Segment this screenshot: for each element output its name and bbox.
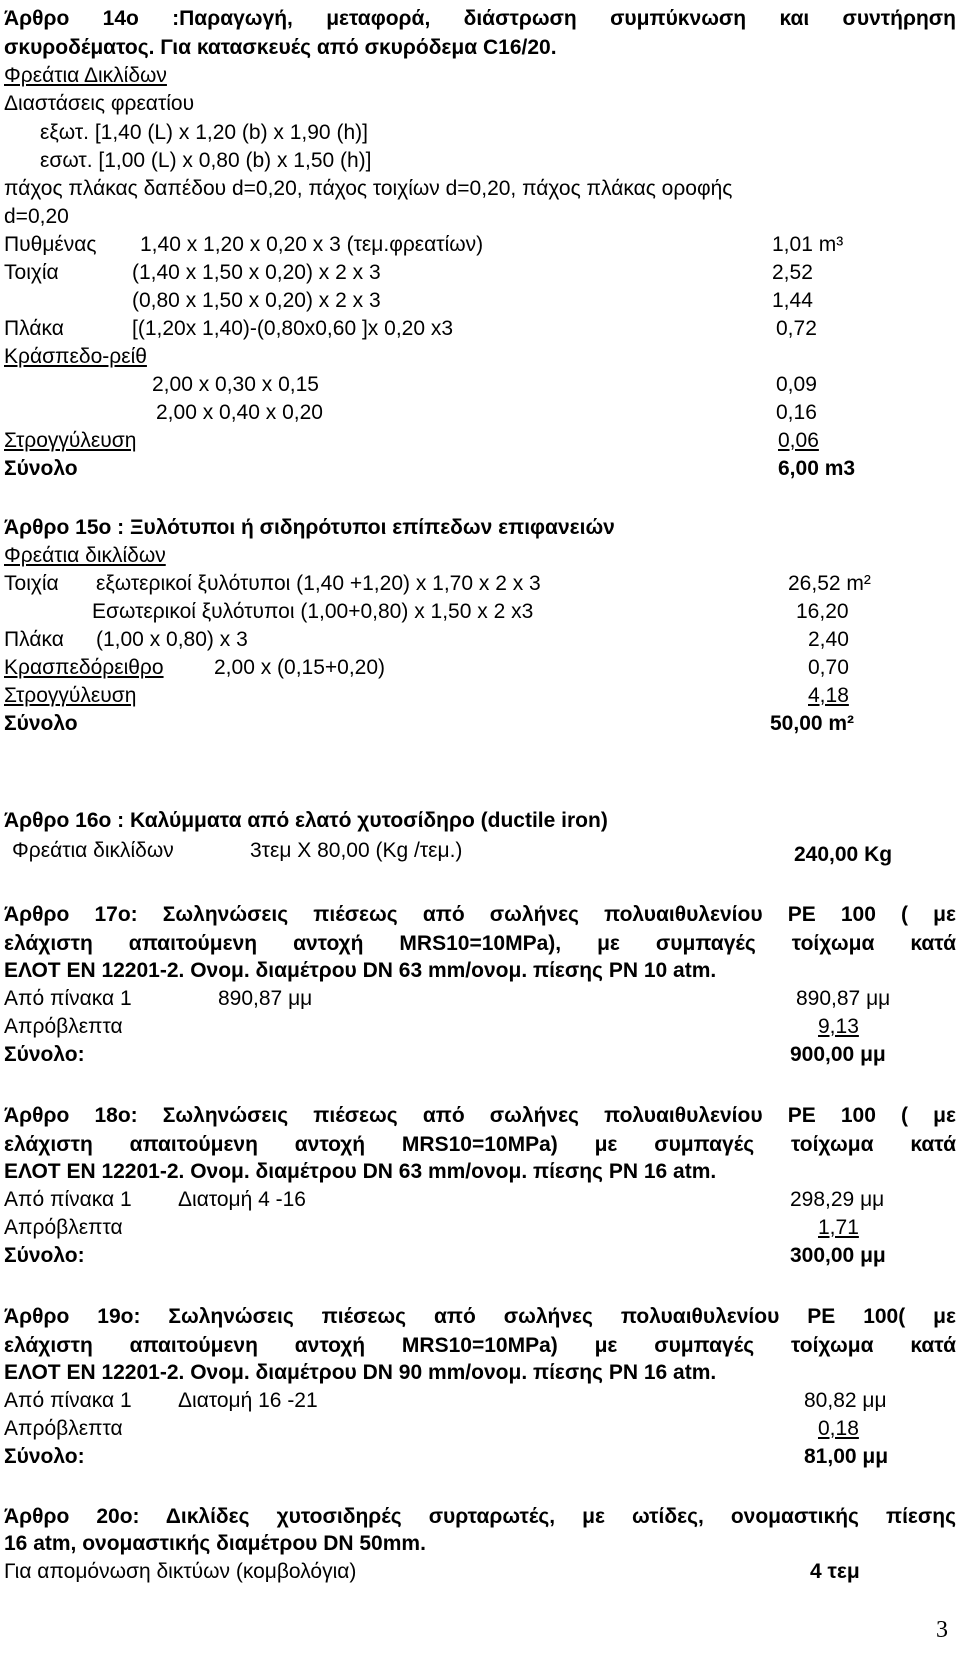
a17-row-label: Από πίνακα 1 bbox=[4, 987, 132, 1010]
a14-thickness-line2: d=0,20 bbox=[4, 205, 69, 228]
a18-row-value: 1,71 bbox=[818, 1216, 859, 1239]
a14-row-expr: 2,00 x 0,40 x 0,20 bbox=[156, 401, 323, 424]
a18-row-value: 298,29 μμ bbox=[790, 1188, 885, 1211]
a17-total-label: Σύνολο: bbox=[4, 1043, 85, 1066]
a14-row-expr: (0,80 x 1,50 x 0,20) x 2 x 3 bbox=[132, 289, 381, 312]
a14-row-expr: [(1,20x 1,40)-(0,80x0,60 ]x 0,20 x3 bbox=[132, 317, 454, 340]
a19-title-line2: ελάχιστη απαιτούμενη αντοχή MRS10=10MPa) με συμπαγές τοίχωμα κατά bbox=[4, 1334, 956, 1357]
a15-row-value: 4,18 bbox=[808, 684, 849, 707]
a17-total-value: 900,00 μμ bbox=[790, 1043, 886, 1066]
a14-row-expr: 2,00 x 0,30 x 0,15 bbox=[152, 373, 319, 396]
a15-total-value: 50,00 m² bbox=[770, 712, 855, 735]
a18-title-line2: ελάχιστη απαιτούμενη αντοχή MRS10=10MPa) με συμπαγές τοίχωμα κατά bbox=[4, 1133, 956, 1156]
a14-row-label: Στρογγύλευση bbox=[4, 429, 137, 452]
a17-title-line2: ελάχιστη απαιτούμενη αντοχή MRS10=10MPa), με συμπαγές τοίχωμα κατά bbox=[4, 932, 956, 955]
a14-subtitle: Φρεάτια Δικλίδων bbox=[4, 64, 167, 87]
a15-total-label: Σύνολο bbox=[4, 712, 78, 735]
a14-row-expr: (1,40 x 1,50 x 0,20) x 2 x 3 bbox=[132, 261, 381, 284]
a15-row-label: Τοιχία bbox=[4, 572, 59, 595]
a19-title-line1: Άρθρο 19ο: Σωληνώσεις πιέσεως από σωλήνες πολυαιθυλενίου PE 100( με bbox=[4, 1305, 956, 1328]
a15-row-expr: εξωτερικοί ξυλότυποι (1,40 +1,20) x 1,70 x 2 x 3 bbox=[96, 572, 541, 595]
a16-title: Άρθρο 16ο : Καλύμματα από ελατό χυτοσίδηρο (ductile iron) bbox=[4, 809, 608, 832]
a20-title-line1: Άρθρο 20ο: Δικλίδες χυτοσιδηρές συρταρωτές, με ωτίδες, ονομαστικής πίεσης bbox=[4, 1505, 956, 1528]
a19-title-line3: ΕΛΟΤ ΕΝ 12201-2. Ονομ. διαμέτρου DN 90 mm/ονομ. πίεσης PN 16 atm. bbox=[4, 1361, 717, 1384]
a15-subtitle: Φρεάτια δικλίδων bbox=[4, 544, 166, 567]
a15-row-expr: (1,00 x 0,80) x 3 bbox=[96, 628, 248, 651]
a14-row-label: Πυθμένας bbox=[4, 233, 97, 256]
a14-total-value: 6,00 m3 bbox=[778, 457, 856, 480]
a18-total-value: 300,00 μμ bbox=[790, 1244, 886, 1267]
a20-title-line2: 16 atm, ονομαστικής διαμέτρου DN 50mm. bbox=[4, 1532, 426, 1555]
a15-row-expr: Εσωτερικοί ξυλότυποι (1,00+0,80) x 1,50 x 2 x3 bbox=[92, 600, 534, 623]
a14-row-label: Πλάκα bbox=[4, 317, 64, 340]
a17-row-label: Απρόβλεπτα bbox=[4, 1015, 123, 1038]
a14-row-value: 0,72 bbox=[776, 317, 817, 340]
a19-row-label: Απρόβλεπτα bbox=[4, 1417, 123, 1440]
a15-row-label: Πλάκα bbox=[4, 628, 64, 651]
a14-row-value: 2,52 bbox=[772, 261, 813, 284]
a16-label: Φρεάτια δικλίδων bbox=[12, 839, 174, 862]
a15-row-label: Κρασπεδόρειθρο bbox=[4, 656, 164, 679]
a14-total-label: Σύνολο bbox=[4, 457, 78, 480]
a17-row-mid: 890,87 μμ bbox=[218, 987, 313, 1010]
page-number: 3 bbox=[936, 1617, 948, 1643]
a17-title-line3: ΕΛΟΤ ΕΝ 12201-2. Ονομ. διαμέτρου DN 63 mm/ονομ. πίεσης PN 10 atm. bbox=[4, 959, 717, 982]
a14-row-value: 0,16 bbox=[776, 401, 817, 424]
a18-row-mid: Διατομή 4 -16 bbox=[178, 1188, 306, 1211]
a18-row-label: Απρόβλεπτα bbox=[4, 1216, 123, 1239]
a17-title-line1: Άρθρο 17ο: Σωληνώσεις πιέσεως από σωλήνες πολυαιθυλενίου PE 100 ( με bbox=[4, 903, 956, 926]
a14-row-value: 1,01 m³ bbox=[772, 233, 844, 256]
a19-row-value: 0,18 bbox=[818, 1417, 859, 1440]
a14-row-value: 0,09 bbox=[776, 373, 817, 396]
a14-title-line2: σκυροδέματος. Για κατασκευές από σκυρόδεμα C16/20. bbox=[4, 36, 557, 59]
a14-row-label: Κράσπεδο-ρείθ bbox=[4, 345, 147, 368]
a16-expr: 3τεμ Χ 80,00 (Kg /τεμ.) bbox=[250, 839, 463, 862]
a14-thickness-line1: πάχος πλάκας δαπέδου d=0,20, πάχος τοιχίων d=0,20, πάχος πλάκας οροφής bbox=[4, 177, 733, 200]
a19-row-label: Από πίνακα 1 bbox=[4, 1389, 132, 1412]
a19-row-value: 80,82 μμ bbox=[804, 1389, 887, 1412]
a18-total-label: Σύνολο: bbox=[4, 1244, 85, 1267]
a19-total-label: Σύνολο: bbox=[4, 1445, 85, 1468]
a15-row-label: Στρογγύλευση bbox=[4, 684, 137, 707]
a15-row-value: 0,70 bbox=[808, 656, 849, 679]
a19-total-value: 81,00 μμ bbox=[804, 1445, 889, 1468]
a18-title-line1: Άρθρο 18ο: Σωληνώσεις πιέσεως από σωλήνες πολυαιθυλενίου PE 100 ( με bbox=[4, 1104, 956, 1127]
a18-title-line3: ΕΛΟΤ ΕΝ 12201-2. Ονομ. διαμέτρου DN 63 mm/ονομ. πίεσης PN 16 atm. bbox=[4, 1160, 717, 1183]
a15-row-value: 16,20 bbox=[796, 600, 849, 623]
a17-row-value: 890,87 μμ bbox=[796, 987, 891, 1010]
a14-row-label: Τοιχία bbox=[4, 261, 59, 284]
a20-label: Για απομόνωση δικτύων (κομβολόγια) bbox=[4, 1560, 357, 1583]
a14-title-line1: Άρθρο 14ο :Παραγωγή, μεταφορά, διάστρωση συμπύκνωση και συντήρηση bbox=[4, 7, 956, 30]
a14-row-value: 1,44 bbox=[772, 289, 813, 312]
a14-dims-label: Διαστάσεις φρεατίου bbox=[4, 92, 195, 115]
a15-row-expr: 2,00 x (0,15+0,20) bbox=[214, 656, 386, 679]
a15-title: Άρθρο 15ο : Ξυλότυποι ή σιδηρότυποι επίπεδων επιφανειών bbox=[4, 516, 615, 539]
a14-int-dims: εσωτ. [1,00 (L) x 0,80 (b) x 1,50 (h)] bbox=[40, 149, 372, 172]
a14-ext-dims: εξωτ. [1,40 (L) x 1,20 (b) x 1,90 (h)] bbox=[40, 121, 368, 144]
a14-row-value: 0,06 bbox=[778, 429, 819, 452]
a19-row-mid: Διατομή 16 -21 bbox=[178, 1389, 318, 1412]
a15-row-value: 2,40 bbox=[808, 628, 849, 651]
a16-value: 240,00 Kg bbox=[794, 843, 893, 866]
a18-row-label: Από πίνακα 1 bbox=[4, 1188, 132, 1211]
a20-value: 4 τεμ bbox=[810, 1560, 860, 1583]
a17-row-value: 9,13 bbox=[818, 1015, 859, 1038]
a15-row-value: 26,52 m² bbox=[788, 572, 871, 595]
a14-row-expr: 1,40 x 1,20 x 0,20 x 3 (τεμ.φρεατίων) bbox=[140, 233, 484, 256]
